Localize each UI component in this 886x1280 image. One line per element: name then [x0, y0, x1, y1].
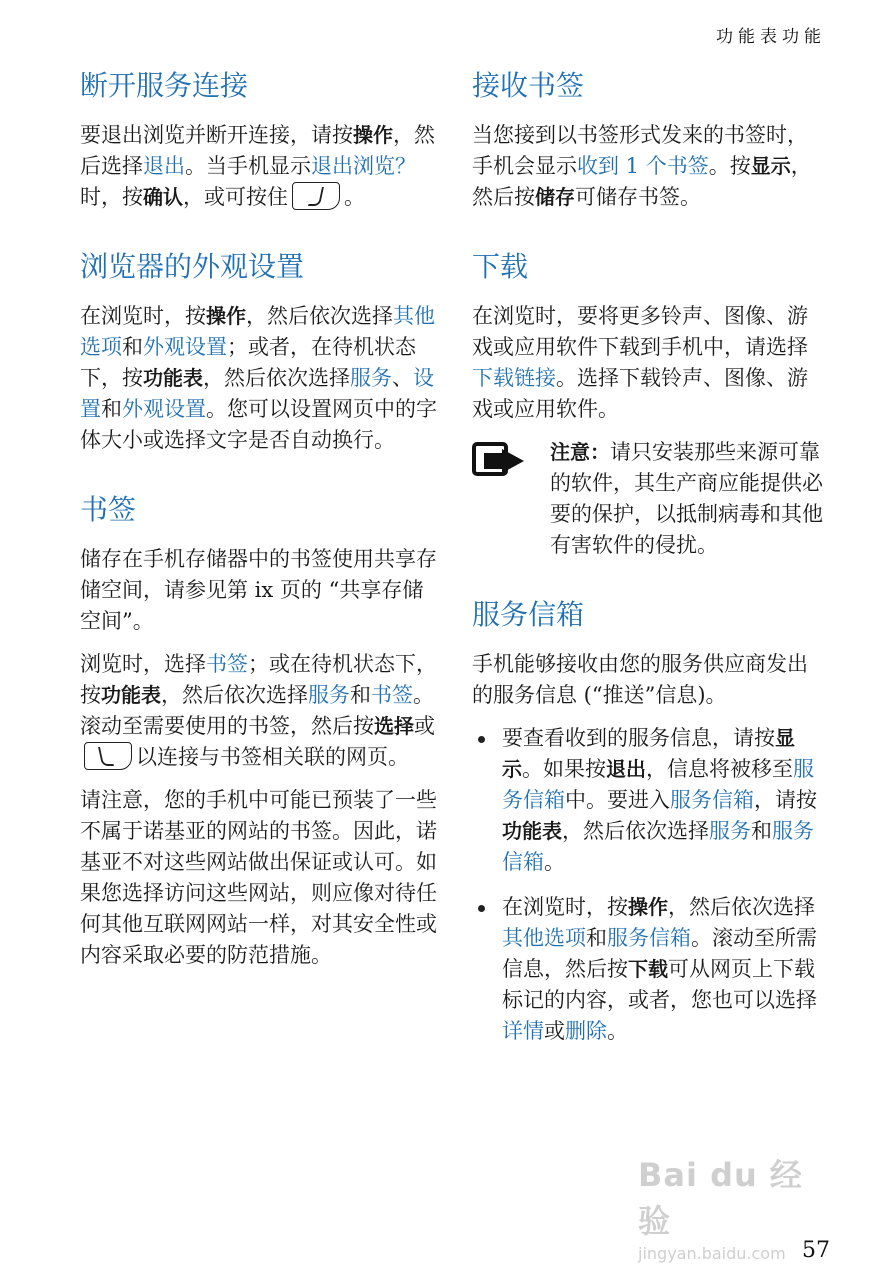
left-column — [80, 66, 442, 1005]
link-settings[interactable]: 设置 — [80, 366, 434, 421]
section-appearance — [80, 247, 442, 456]
link-exit[interactable]: 退出 — [143, 154, 185, 178]
link-download-links[interactable]: 下载链接 — [472, 366, 556, 390]
section-disconnect — [80, 66, 442, 213]
link-other-options[interactable]: 其他选项 — [502, 926, 586, 950]
paragraph: 当您接到以书签形式发来的书签时，手机会显示收到 1 个书签。按显示，然后按储存可储存书签。 — [472, 123, 812, 209]
link-service-inbox[interactable]: 服务信箱 — [502, 757, 814, 812]
note-hand-icon — [472, 441, 528, 481]
list-item: 在浏览时，按操作，然后依次选择其他选项和服务信箱。滚动至所需信息，然后按下载可从网页上下载标记的内容，或者，您也可以选择详情或删除。 — [472, 892, 828, 1047]
page-number: 57 — [802, 1238, 830, 1263]
paragraph: 手机能够接收由您的服务供应商发出的服务信息 (“推送”信息)。 — [472, 652, 808, 707]
bullet-list — [472, 723, 828, 1047]
note-box — [472, 437, 828, 561]
section-service-inbox — [472, 595, 828, 1047]
link-received-bookmark[interactable]: 收到 1 个书签 — [577, 154, 709, 178]
link-service-inbox[interactable]: 服务信箱 — [502, 819, 814, 874]
section-heading: 接收书签 — [472, 69, 585, 102]
section-receive-bookmarks — [472, 66, 828, 213]
paragraph: 在浏览时，按操作，然后依次选择其他选项和外观设置；或者，在待机状态下，按功能表，然后依次选择服务、设置和外观设置。您可以设置网页中的字体大小或选择文字是否自动换行。 — [80, 304, 437, 452]
section-heading: 服务信箱 — [472, 598, 585, 631]
page-header: 功能表功能 — [716, 27, 826, 47]
section-download — [472, 247, 828, 561]
link-service-inbox[interactable]: 服务信箱 — [670, 788, 754, 812]
link-services[interactable]: 服务 — [308, 683, 350, 707]
link-delete[interactable]: 删除 — [565, 1019, 607, 1043]
link-service-inbox[interactable]: 服务信箱 — [607, 926, 691, 950]
watermark-url: jingyan.baidu.com — [638, 1244, 786, 1263]
left-selection-key-icon — [84, 742, 132, 770]
link-details[interactable]: 详情 — [502, 1019, 544, 1043]
link-services[interactable]: 服务 — [350, 366, 392, 390]
paragraph: 浏览时，选择书签；或在待机状态下，按功能表，然后依次选择服务和书签。滚动至需要使用的书签，然后按选择或以连接与书签相关联的网页。 — [80, 652, 437, 769]
note-text: 注意：请只安装那些来源可靠的软件，其生产商应能提供必要的保护，以抵制病毒和其他有害软件的侵扰。 — [550, 440, 823, 557]
link-bookmarks[interactable]: 书签 — [206, 652, 248, 676]
link-appearance-settings[interactable]: 外观设置 — [143, 335, 227, 359]
section-heading: 书签 — [80, 493, 137, 526]
paragraph: 请注意，您的手机中可能已预装了一些不属于诺基亚的网站的书签。因此，诺基亚不对这些网站做出保证或认可。如果您选择访问这些网站，则应像对待任何其他互联网网站一样，对其安全性或内容采取必要的防范措施。 — [80, 788, 437, 967]
right-column — [472, 66, 828, 1081]
section-heading: 下载 — [472, 250, 529, 283]
section-heading: 断开服务连接 — [80, 69, 249, 102]
paragraph: 要退出浏览并断开连接，请按操作，然后选择退出。当手机显示退出浏览？时，按确认，或可按住 。 — [80, 123, 435, 209]
paragraph: 储存在手机存储器中的书签使用共享存储空间，请参见第 ix 页的 “共享存储空间”。 — [80, 547, 437, 633]
paragraph: 在浏览时，要将更多铃声、图像、游戏或应用软件下载到手机中，请选择下载链接。选择下载铃声、图像、游戏或应用软件。 — [472, 304, 808, 421]
link-appearance-settings[interactable]: 外观设置 — [122, 397, 206, 421]
link-services[interactable]: 服务 — [709, 819, 751, 843]
section-bookmarks — [80, 490, 442, 971]
list-item: 要查看收到的服务信息，请按显示。如果按退出，信息将被移至服务信箱中。要进入服务信箱，请按功能表，然后依次选择服务和服务信箱。 — [472, 723, 828, 878]
link-bookmarks[interactable]: 书签 — [371, 683, 413, 707]
link-exit-browse[interactable]: 退出浏览？ — [311, 154, 416, 178]
section-heading: 浏览器的外观设置 — [80, 250, 305, 283]
link-other-options[interactable]: 其他选项 — [80, 304, 435, 359]
end-call-key-icon — [292, 182, 340, 210]
watermark-logo: Bai du 经验 — [638, 1156, 803, 1240]
